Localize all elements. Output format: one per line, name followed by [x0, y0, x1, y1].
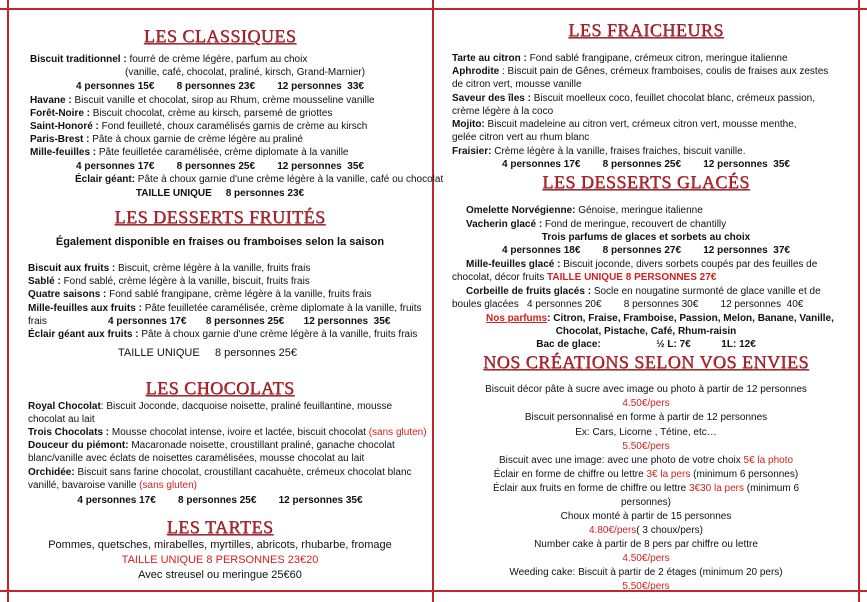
flavor-choice: Trois parfums de glaces et sorbets au choix [541, 232, 751, 243]
menu-item-havane: Havane : Biscuit vanille et chocolat, sirop au Rhum, crème mousseline vanille [30, 95, 375, 106]
menu-item-mille-feuilles: Mille-feuilles : Pâte feuilletée caramélisée, crème diplomate à la vanille [30, 147, 349, 158]
menu-item-saint-honore: Saint-Honoré : Fond feuilleté, choux caramélisés garnis de crème au kirsch [30, 121, 368, 132]
price-line: 4 personnes 17€ 8 personnes 25€ 12 personnes 35€ [76, 161, 364, 172]
menu-item-trois-chocolats: Trois Chocolats : Mousse chocolat intense, ivoire et lactée, biscuit chocolat (sans gluten) [28, 427, 427, 438]
creation-price: 4.50€/pers [622, 553, 670, 564]
center-rule [432, 0, 434, 602]
menu-item-corbeille: Corbeille de fruits glacés : Socle en nougatine surmonté de glace vanille et de [466, 286, 821, 297]
menu-item-biscuit-fruits: Biscuit aux fruits : Biscuit, crème légère à la vanille, fruits frais [28, 263, 311, 274]
menu-item-mille-feuilles-fruits: Mille-feuilles aux fruits : Pâte feuilletée caramélisée, crème diplomate à la vanille, fruits [28, 303, 422, 314]
menu-item-orchidee: Orchidée: Biscuit sans farine chocolat, croustillant cacahuète, crémeux chocolat blanc [28, 467, 412, 478]
section-title-fruites: LES DESSERTS FRUITÉS [114, 207, 326, 227]
right-column [446, 0, 846, 602]
continuation-line: Chocolat, Pistache, Café, Rhum-raisin [555, 326, 737, 337]
menu-item-quatre-saisons: Quatre saisons : Fond sablé frangipane, crème légère à la vanille, fruits frais [28, 289, 372, 300]
section-title-fraicheurs: LES FRAICHEURS [568, 20, 724, 40]
left-column [20, 0, 444, 602]
creation-image: Biscuit avec une image: avec une photo de votre choix 5€ la photo [498, 455, 794, 466]
creation-example: Ex: Cars, Licorne , Tétine, etc… [575, 427, 717, 438]
menu-item-douceur-piemont: Douceur du piémont: Macaronade noisette, croustillant praliné, ganache chocolat [28, 440, 395, 451]
bac-glace-line: Bac de glace: ½ L: 7€ 1L: 12€ [536, 339, 756, 350]
section-title-tartes: LES TARTES [166, 517, 274, 537]
creation-choux-price: 4.80€/pers( 3 choux/pers) [589, 525, 703, 536]
menu-item-vacherin: Vacherin glacé : Fond de meringue, recouvert de chantilly [466, 219, 727, 230]
creation-decor: Biscuit décor pâte à sucre avec image ou photo à partir de 12 personnes [485, 384, 807, 395]
section-title-chocolats: LES CHOCOLATS [145, 378, 295, 398]
creation-choux: Choux monté à partir de 15 personnes [560, 511, 732, 522]
continuation-line: de citron vert, mousse vanille [452, 79, 582, 90]
creation-eclair-fruits: Éclair aux fruits en forme de chiffre ou lettre 3€30 la pers (minimum 6 [492, 483, 800, 494]
menu-item-mojito: Mojito: Biscuit madeleine au citron vert, crémeux citron vert, mousse menthe, [452, 119, 797, 130]
price-line: 4 personnes 17€ 8 personnes 25€ 12 personnes 35€ [77, 495, 363, 506]
price-line: 4 personnes 15€ 8 personnes 23€ 12 personnes 33€ [76, 81, 364, 92]
tart-fruits: Pommes, quetsches, mirabelles, myrtilles, abricots, rhubarbe, fromage [48, 539, 392, 551]
flavors-list: Nos parfums: Citron, Fraise, Framboise, Passion, Melon, Banane, Vanille, [486, 313, 834, 324]
flavors-line: (vanille, café, chocolat, praliné, kirsch, Grand-Marnier) [125, 67, 366, 78]
right-rule [858, 0, 860, 602]
menu-item-biscuit-traditionnel: Biscuit traditionnel : fourré de crème légère, parfum au choix [30, 54, 308, 65]
menu-item-eclair-geant: Éclair géant: Pâte à choux garnie d'une crème légère à la vanille, café ou chocolat [75, 174, 444, 185]
price-line: 4 personnes 18€ 8 personnes 27€ 12 personnes 37€ [502, 245, 790, 256]
menu-item-paris-brest: Paris-Brest : Pâte à choux garnie de crème légère au praliné [30, 134, 303, 145]
creation-number-cake: Number cake à partir de 8 pers par chiffre ou lettre [534, 539, 758, 550]
section-title-glaces: LES DESSERTS GLACÉS [542, 172, 750, 192]
continuation-line: chocolat au lait [28, 414, 95, 425]
creation-eclair: Éclair en forme de chiffre ou lettre 3€ la pers (minimum 6 personnes) [493, 469, 799, 480]
size-line: TAILLE UNIQUE 8 personnes 23€ [135, 188, 305, 199]
creation-wedding-cake: Weeding cake: Biscuit à partir de 2 étages (minimum 20 pers) [509, 567, 783, 578]
price-line: 4 personnes 17€ 8 personnes 25€ 12 personnes 35€ [108, 316, 391, 327]
menu-item-fraisier: Fraisier: Crème légère à la vanille, fraises fraiches, biscuit vanille. [452, 146, 746, 157]
menu-item-foret-noire: Forêt-Noire : Biscuit chocolat, crème au kirsch, parsemé de griottes [30, 108, 333, 119]
creation-price: 5.50€/pers [622, 441, 670, 452]
menu-item-saveur-iles: Saveur des îles : Biscuit moelleux coco, feuillet chocolat blanc, crémeux passion, [452, 93, 815, 104]
creation-price: 4.50€/pers [622, 398, 670, 409]
section-title-classiques: LES CLASSIQUES [143, 26, 297, 46]
left-rule [7, 0, 9, 602]
section-title-creations: NOS CRÉATIONS SELON VOS ENVIES [483, 352, 809, 372]
menu-item-sable: Sablé : Fond sablé, crème légère à la vanille, biscuit, fruits frais [28, 276, 310, 287]
menu-item-eclair-geant-fruits: Éclair géant aux fruits : Pâte à choux garnie d'une crème légère à la vanille, fruits frais [28, 329, 418, 340]
continuation-line: vanillé, bavaroise vanille (sans gluten) [28, 480, 197, 491]
continuation-line: personnes) [620, 497, 672, 508]
continuation-line: gelée citron vert au rhum blanc [452, 132, 590, 143]
creation-personnalise: Biscuit personnalisé en forme à partir de 12 personnes [524, 412, 768, 423]
streusel-line: Avec streusel ou meringue 25€60 [138, 569, 302, 581]
size-line: TAILLE UNIQUE 8 personnes 25€ [118, 347, 297, 359]
price-line: 4 personnes 17€ 8 personnes 25€ 12 personnes 35€ [502, 159, 790, 170]
menu-item-tarte-citron: Tarte au citron : Fond sablé frangipane, crémeux citron, meringue italienne [452, 53, 788, 64]
menu-item-aphrodite: Aphrodite : Biscuit pain de Gênes, crémeux framboises, coulis de fraises aux zestes [452, 66, 829, 77]
menu-item-mille-feuilles-glace: Mille-feuilles glacé : Biscuit joconde, divers sorbets coupés par des feuilles de [466, 259, 818, 270]
size-line: TAILLE UNIQUE 8 PERSONNES 23€20 [121, 554, 319, 566]
continuation-line: frais [28, 316, 47, 327]
creation-price: 5.50€/pers [622, 581, 670, 592]
continuation-line: chocolat, décor fruits TAILLE UNIQUE 8 PERSONNES 27€ [452, 272, 717, 283]
menu-item-omelette: Omelette Norvégienne: Génoise, meringue italienne [466, 205, 703, 216]
continuation-line: blanc/vanille avec éclats de noisettes caramélisées, mousse chocolat au lait [28, 453, 365, 464]
menu-item-royal-chocolat: Royal Chocolat: Biscuit Joconde, dacquoise noisette, praliné feuillantine, mousse [28, 401, 393, 412]
price-line: boules glacées 4 personnes 20€ 8 personnes 30€ 12 personnes 40€ [452, 299, 804, 310]
section-subtitle: Également disponible en fraises ou framboises selon la saison [55, 236, 385, 248]
continuation-line: crème légère à la coco [452, 106, 554, 117]
